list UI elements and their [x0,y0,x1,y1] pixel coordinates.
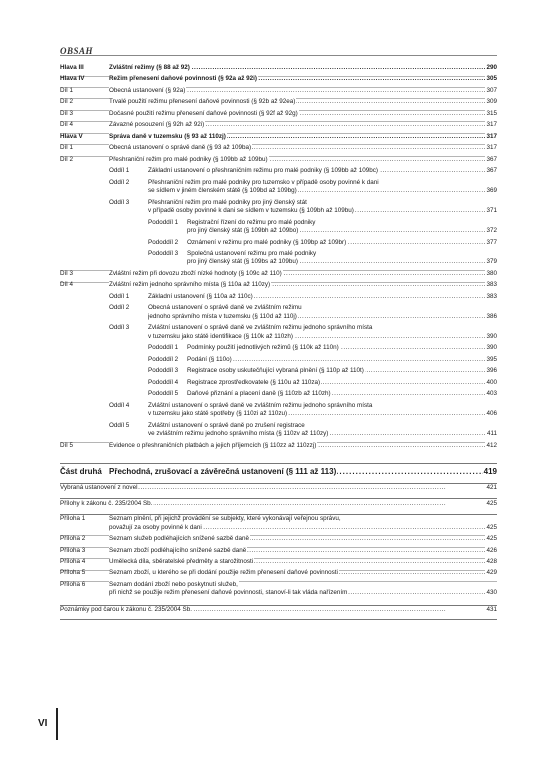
part-title: Přechodná, zrušovací a závěrečná ustanovení (§ 111 až 113) [109,467,337,476]
entry-label: Díl 5 [60,441,73,449]
entry-line [109,524,497,533]
entry-label: Příloha 6 [60,580,86,588]
entry-title: Základní ustanovení o přeshraničním režimu pro malé podniky (§ 109bb až 109bc) [148,167,378,175]
entry-title: jednoho správního místa v tuzemsku (§ 110d až 110j) [148,312,297,320]
entry-title: Seznam plnění, při jejichž provádění se subjekty, které vykonávají veřejnou správu, [109,515,341,523]
entry-line [148,333,497,342]
entry-line [109,281,497,290]
toc-subsubentry[interactable] [60,344,497,353]
entry-title: Obecná ustanovení o správě daně (§ 93 až 109ba) [109,144,252,152]
page-ref: 383 [486,281,497,289]
toc-entry[interactable] [60,606,497,615]
entry-title: Registrace zprostředkovatele (§ 110u až 110za) [187,378,321,386]
toc-subentry[interactable] [60,179,497,196]
entry-label: Oddíl 2 [109,304,130,312]
page-ref: 426 [486,546,497,554]
entry-line [148,410,497,419]
entry-label: Příloha 4 [60,558,86,565]
toc-entry[interactable] [60,558,497,567]
toc-subsubentry[interactable] [60,390,497,399]
entry-title: Obecná ustanovení (§ 92a) [109,86,186,94]
entry-line [109,110,497,119]
page-ref: 369 [486,187,497,194]
entry-line [109,75,497,84]
entry-line [109,270,497,279]
entry-line [109,133,497,142]
entry-title: Přílohy k zákonu č. 235/2004 Sb. [60,499,153,507]
page-ref: 305 [486,75,497,83]
entry-title: v případě osoby povinné k dani se sídlem v tuzemsku (§ 109bh až 109bu) [148,207,354,214]
entry-line [148,167,497,176]
entry-line [109,121,497,130]
entry-title: Registrace osoby uskutečňující vybraná plnění (§ 110p až 110t) [187,367,364,375]
entry-label: Příloha 2 [60,535,86,543]
entry-title: Poznámky pod čarou k zákonu č. 235/2004 Sb. [60,605,192,613]
entry-label: Oddíl 1 [109,292,130,300]
entry-line [109,467,497,477]
entry-title: pro jiný členský stát (§ 109bs až 109bu) [187,258,298,266]
entry-line [187,356,497,365]
page-ref: 396 [486,367,497,375]
toc-subsubentry[interactable] [60,239,497,248]
toc-entry[interactable] [60,569,497,578]
toc-subsubentry[interactable] [60,367,497,376]
toc-subentry[interactable] [60,199,497,216]
entry-line [109,581,497,590]
page-ref: 395 [486,355,497,363]
entry-line [109,64,497,73]
toc-entry[interactable] [60,75,497,84]
page-ref: 309 [486,98,497,106]
entry-title: Závazné posouzení (§ 92h až 92i) [109,121,205,129]
page-ref: 419 [483,467,497,476]
entry-label: Příloha 1 [60,515,86,523]
page-ref: 317 [486,144,497,152]
toc-entry[interactable] [60,281,497,290]
page-ref: 367 [486,155,497,163]
entry-title: Seznam zboží podléhajícího snížené sazbě daně [109,546,247,554]
entry-title: Podmínky použití jednotlivých režimů (§ 110k až 110n) [187,344,339,352]
entry-label: Díl 4 [60,281,73,289]
toc-entry[interactable] [60,515,497,532]
entry-label: Díl 3 [60,109,73,117]
entry-line [148,187,497,196]
page-ref: 425 [486,523,497,531]
entry-line [148,422,497,431]
entry-label: Oddíl 5 [109,421,130,429]
entry-title: Přeshraniční režim pro malé podniky pro jiný členský stát [148,198,307,206]
entry-line [187,367,497,376]
page-ref: 317 [486,121,497,129]
page-ref: 411 [486,430,497,438]
entry-line [187,390,497,399]
entry-line [148,199,497,208]
toc-entry[interactable] [60,144,497,153]
toc-entry[interactable] [60,110,497,119]
header-title: OBSAH [60,46,94,56]
entry-title: Zvláštní ustanovení o správě daně ve zvláštním režimu jednoho správního místa [148,401,373,409]
page-ref: 406 [486,410,497,418]
toc-subsubentry[interactable] [60,250,497,267]
entry-line [187,258,497,267]
page-ref: 315 [486,109,497,117]
entry-title: pro jiný členský stát (§ 109bh až 109bo) [187,227,299,234]
entry-title: Základní ustanovení (§ 110a až 110c) [148,292,253,300]
page-ref: 386 [486,312,497,320]
entry-label: Díl 4 [60,121,73,129]
entry-line [60,606,497,615]
entry-line [109,156,497,165]
toc-entry[interactable] [60,133,497,142]
entry-title: Podání (§ 110o) [187,355,232,363]
entry-title: Přeshraniční režim pro malé podniky pro tuzemsko v případě osoby povinné k dani [148,178,379,186]
toc-subentry[interactable] [60,324,497,341]
entry-label: Pododdíl 3 [148,249,179,257]
entry-title: Seznam dodání zboží nebo poskytnutí služeb, [109,580,238,588]
toc-subentry[interactable] [60,402,497,419]
toc-subentry[interactable] [60,293,497,302]
entry-title: Daňové přiznání a placení daně (§ 110zb až 110zh) [187,390,331,398]
entry-label: Díl 3 [60,269,73,277]
entry-label: Oddíl 3 [109,324,130,332]
page-ref: 431 [486,605,497,613]
entry-line [60,500,497,509]
entry-label: Pododdíl 4 [148,378,179,386]
entry-label: Pododdíl 2 [148,355,179,363]
toc-entry[interactable] [60,98,497,107]
toc-entry[interactable] [60,535,497,544]
entry-title: považují za osoby povinné k dani [109,523,202,531]
part-label: Část druhá [60,467,102,476]
entry-title: Trvalé použití režimu přenesení daňové povinnosti (§ 92b až 92ea) [109,98,296,106]
running-header [60,41,497,56]
entry-label: Hlava V [60,132,83,140]
entry-line [187,227,497,236]
entry-title: při nichž se použije režim přenesení daňové povinnosti, stanoví-li tak vláda nařízením [109,589,348,597]
toc-subentry[interactable] [60,167,497,176]
entry-line [109,547,497,556]
entry-title: Zvláštní režim jednoho správního místa (§ 110a až 110zy) [109,281,271,289]
page-ref: 317 [486,132,497,140]
page-ref: 400 [486,378,497,386]
entry-line [109,442,497,451]
entry-line [148,402,497,411]
page-ref: 390 [486,332,497,340]
entry-title: v tuzemsku jako státě identifikace (§ 110k až 110zh) [148,332,294,340]
entry-title: Zvláštní režim při dovozu zboží nízké hodnoty (§ 109c až 110) [109,269,282,277]
separator-line [60,463,497,464]
entry-label: Hlava III [60,64,84,71]
entry-label: Pododdíl 5 [148,390,179,398]
entry-label: Pododdíl 2 [148,238,179,246]
entry-line [148,304,497,313]
entry-title: Obecná ustanovení o správě daně ve zvláštním režimu [148,304,302,312]
page-number: VI [38,718,48,729]
entry-title: Zvláštní režimy (§ 88 až 92) [109,64,190,71]
entry-line [60,484,497,493]
entry-label: Hlava IV [60,75,85,83]
entry-line [148,324,497,333]
entry-title: Umělecká díla, sběratelské předměty a starožitnosti [109,558,254,565]
entry-label: Oddíl 3 [109,198,130,206]
page-ref: 421 [486,484,497,491]
entry-line [148,179,497,188]
entry-label: Příloha 5 [60,569,86,577]
toc-entry[interactable] [60,270,497,279]
toc-entry[interactable] [60,156,497,165]
toc-subentry[interactable] [60,422,497,439]
entry-line [109,535,497,544]
page-ref: 412 [486,441,497,449]
entry-line [109,144,497,153]
page-ref: 377 [486,238,497,246]
entry-label: Oddíl 2 [109,178,130,186]
toc-entry[interactable] [60,87,497,96]
entry-label: Díl 2 [60,98,73,106]
page-ref: 425 [486,535,497,543]
page-ref: 429 [486,569,497,577]
toc-subsubentry[interactable] [60,356,497,365]
entry-label: Díl 1 [60,144,73,152]
page-ref: 380 [486,269,497,277]
entry-title: se sídlem v jiném členském státě (§ 109bd až 109bg) [148,187,297,194]
toc-subsubentry[interactable] [60,379,497,388]
toc-entry[interactable] [60,64,497,73]
toc-subsubentry[interactable] [60,219,497,236]
entry-label: Oddíl 1 [109,167,130,175]
entry-label: Pododdíl 1 [148,344,179,352]
entry-label: Díl 1 [60,86,73,94]
page-ref: 425 [486,499,497,507]
toc-entry[interactable] [60,500,497,509]
entry-title: Správa daně v tuzemsku (§ 93 až 110zj) [109,132,226,140]
toc-entry[interactable] [60,121,497,130]
toc-subentry[interactable] [60,304,497,321]
entry-line [109,87,497,96]
entry-label: Díl 2 [60,155,73,163]
entry-title: Režim přenesení daňové povinnosti (§ 92a až 92i) [109,75,258,83]
toc-entry[interactable] [60,442,497,451]
page-ref: 403 [486,390,497,398]
entry-line [148,430,497,439]
entry-line [109,98,497,107]
entry-line [109,569,497,578]
toc-entry[interactable] [60,581,497,598]
entry-label: Oddíl 4 [109,401,130,409]
entry-line [148,313,497,322]
entry-line [187,344,497,353]
toc-entry[interactable] [60,547,497,556]
entry-title: Evidence o přeshraničních platbách a jejich příjemcích (§ 110zz až 110zzj) [109,441,317,449]
entry-title: Dočasné použití režimu přenesení daňové povinnosti (§ 92f až 92g) [109,109,298,117]
toc-entry[interactable] [60,484,497,493]
entry-title: Zvláštní ustanovení o správě daně ve zvláštním režimu jednoho správního místa [148,324,373,332]
page-ref: 430 [486,589,497,597]
entry-title: v tuzemsku jako státě spotřeby (§ 110zi až 110zu) [148,410,288,418]
entry-label: Příloha 3 [60,546,86,554]
page-ref: 371 [486,207,497,214]
entry-title: Seznam zboží, u kterého se při dodání použije režim přenesení daňové povinnosti [109,569,338,577]
page-ref: 383 [486,292,497,300]
entry-title: Zvláštní ustanovení o správě daně po zrušení registrace [148,421,305,429]
page-ref: 428 [486,558,497,565]
page-ref: 290 [486,64,497,71]
part-two-entry[interactable] [60,467,497,477]
entry-title: Seznam služeb podléhajících snížené sazbě daně [109,535,250,543]
entry-line [187,250,497,259]
footer-rule [56,708,58,740]
entry-line [187,219,497,228]
page-ref: 379 [486,258,497,266]
entry-line [109,589,497,598]
entry-line [187,239,497,248]
entry-title: Vybraná ustanovení z novel [60,484,138,491]
entry-title: Oznámení v režimu pro malé podniky (§ 109bp až 109br) [187,238,347,246]
entry-title: Přeshraniční režim pro malé podniky (§ 109bb až 109bu) [109,155,268,163]
entry-title: ve zvláštním režimu jednoho správního místa (§ 110zv až 110zy) [148,430,329,438]
entry-line [109,515,497,524]
entry-label: Pododdíl 1 [148,218,179,226]
entry-line [148,207,497,216]
page-ref: 307 [486,86,497,94]
entry-line [187,379,497,388]
entry-line [109,558,497,567]
entry-line [148,293,497,302]
page-ref: 367 [486,167,497,175]
page-ref: 372 [486,227,497,234]
entry-title: Společná ustanovení režimu pro malé podniky [187,249,317,257]
entry-label: Pododdíl 3 [148,367,179,375]
page-ref: 390 [486,344,497,352]
entry-title: Registrační řízení do režimu pro malé podniky [187,218,316,226]
separator-line [60,619,497,620]
